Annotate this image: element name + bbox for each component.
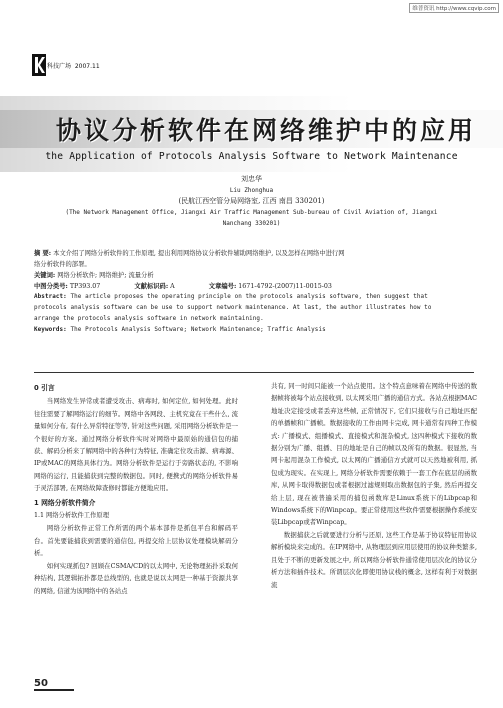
keywords-en-label: Keywords: (34, 327, 67, 333)
author-name: 刘忠华 (241, 175, 262, 183)
abstract-en-text-1: The article proposes the operating principle on the protocols analysis software, then suggest that (70, 294, 428, 300)
watermark: 维普资讯 http://www.cqvip.com (409, 3, 499, 13)
section-name: 科技广场 (47, 63, 72, 70)
journal-logo-icon (32, 54, 46, 76)
classification-row (34, 281, 474, 292)
author-affiliation: (民航江西空管分局网络室, 江西 南昌 330201) (178, 197, 325, 205)
paragraph: 网络分析软件正常工作所需的两个基本部件是抓包平台和解码平台。首先要能捕获到需要的通信包, 再提交给上层协议处理模块解码分析。 (34, 524, 238, 558)
paragraph: 数据捕获之后就要进行分析与还原, 这些工作是基于协议特征用协议解析模块来完成的。在IP网络中, 从物理层到应用层使用的协议种类繁多, 且处于不断的更新发展之中, 所以网络分析软件通常使用层次化的协议分析方法和插件技术。所谓层次化即使用协议栈的概念, 这样有利于对数据流 (271, 530, 477, 589)
clc-value: TP393.07 (69, 283, 101, 290)
paragraph: 当网络发生异常或者遭受攻击、病毒时, 如何定位, 如何处理。此时往往需要了解网络运行的细节。网络中各网段、主机究竟在干些什么, 流量如何分布, 有什么异常特征等等, 针对这些问题, 采用网络分析软件是一个很好的方案。通过网络分析软件实时对网络中最原始的通信包的捕获、解码分析来了解网络中的各种行为特征, 准确定位攻击源、病毒源、IP或MAC的网络具体行为。网络分析软件是运行于旁路状态的, 不影响网络的运行, 且能捕获到完整的数据包。同时, 便携式的网络分析软件易于灵活部署, 在网络故障查修时都能方便地应用。 (34, 397, 238, 493)
abstract-en-1 (34, 292, 474, 303)
paragraph: 如何实现抓包? 回顾在CSMA/CD的以太网中, 无论物理拓扑采取何种结构, 其逻辑拓扑都是总线型的, 也就是说以太网是一种基于资源共享的网络, 信道为该网络中的各站点 (34, 561, 238, 595)
abstract-text-2: 络分析软件的部署。 (34, 261, 91, 268)
heading-section-1-1: 1.1 网络分析软件工作原理 (34, 512, 109, 520)
author-affiliation-english-2: Nanchang 330201) (222, 220, 281, 227)
article-title-english: the Application of Protocols Analysis Software to Network Maintenance (45, 151, 458, 162)
abstract-block (34, 248, 474, 336)
keywords-en-text: The Protocols Analysis Software; Network Maintenance; Traffic Analysis (70, 327, 326, 333)
keywords-en (34, 325, 474, 336)
article-title: 协议分析软件在网络维护中的应用 (56, 116, 477, 145)
divider (34, 372, 474, 373)
article-no-value: 1671-4792-(2007)11-0015-03 (238, 283, 332, 290)
author-block (0, 174, 503, 229)
abstract-en-text-2: protocols analysis software can be use to support network maintenance. At last, the author illustrates how to (34, 305, 432, 311)
paragraph: 共有, 同一时间只能被一个站点使用。这个特点意味着在网络中传送的数据帧将被每个站点接收到, 以太网采用广播的通信方式。各站点根据MAC地址决定接受或者丢弃这些帧, 正常情况下, 它们只接收与自己地址匹配的单播帧和广播帧。数据接收的工作由网卡完成, 网卡通常有四种工作模式: 广播模式、组播模式、直接模式和混杂模式, 这四种模式下接收的数据分别为广播、组播、目的地址是自己的帧以及所有的数据。很显然, 当网卡起用混杂工作模式, 以太网的广播通信方式就可以天然地被利用, 抓包成为现实。在实现上, 网络分析软件需要依赖于一套工作在底层的函数库, 从网卡取得数据包或者根据过滤规则取出数据包的子集, 然后再提交给上层, 现在被普遍采用的捕包函数库是Linux系统下的Libpcap和Windows系统下的Winpcap。要正常使用这些软件需要根据操作系统安装Libpcap或者Winpcap。 (271, 382, 477, 527)
keywords-label: 关键词: (34, 272, 56, 279)
author-affiliation-english-1: (The Network Management Office, Jiangxi Air Traffic Management Sub-bureau of Civil Aviation of, Jiangxi (65, 209, 438, 216)
body-column-right (271, 380, 477, 591)
heading-introduction: 0 引言 (34, 384, 55, 392)
abstract-cn (34, 248, 474, 259)
doc-code-label: 文献标识码: (134, 283, 169, 290)
issue-date: 2007.11 (74, 63, 100, 70)
doc-code-value: A (170, 283, 175, 290)
abstract-label: 摘 要: (34, 250, 52, 257)
author-name-english: Liu Zhonghua (229, 187, 274, 194)
abstract-text-1: 本文介绍了网络分析软件的工作原理, 提出利用网络协议分析软件辅助网络维护, 以及怎样在网络中进行网 (53, 250, 345, 257)
section-header (47, 61, 100, 70)
page-number: 50 (34, 678, 74, 691)
keywords-text: 网络分析软件; 网络维护; 流量分析 (57, 272, 154, 279)
keywords-cn (34, 270, 474, 281)
abstract-en-text-3: arrange the protocols analysis software in network maintaining. (34, 316, 264, 322)
clc-label: 中图分类号: (34, 283, 68, 290)
body-column-left (34, 380, 238, 597)
abstract-en-label: Abstract: (34, 294, 67, 300)
heading-section-1: 1 网络分析软件简介 (34, 498, 96, 507)
article-no-label: 文章编号: (208, 283, 237, 290)
